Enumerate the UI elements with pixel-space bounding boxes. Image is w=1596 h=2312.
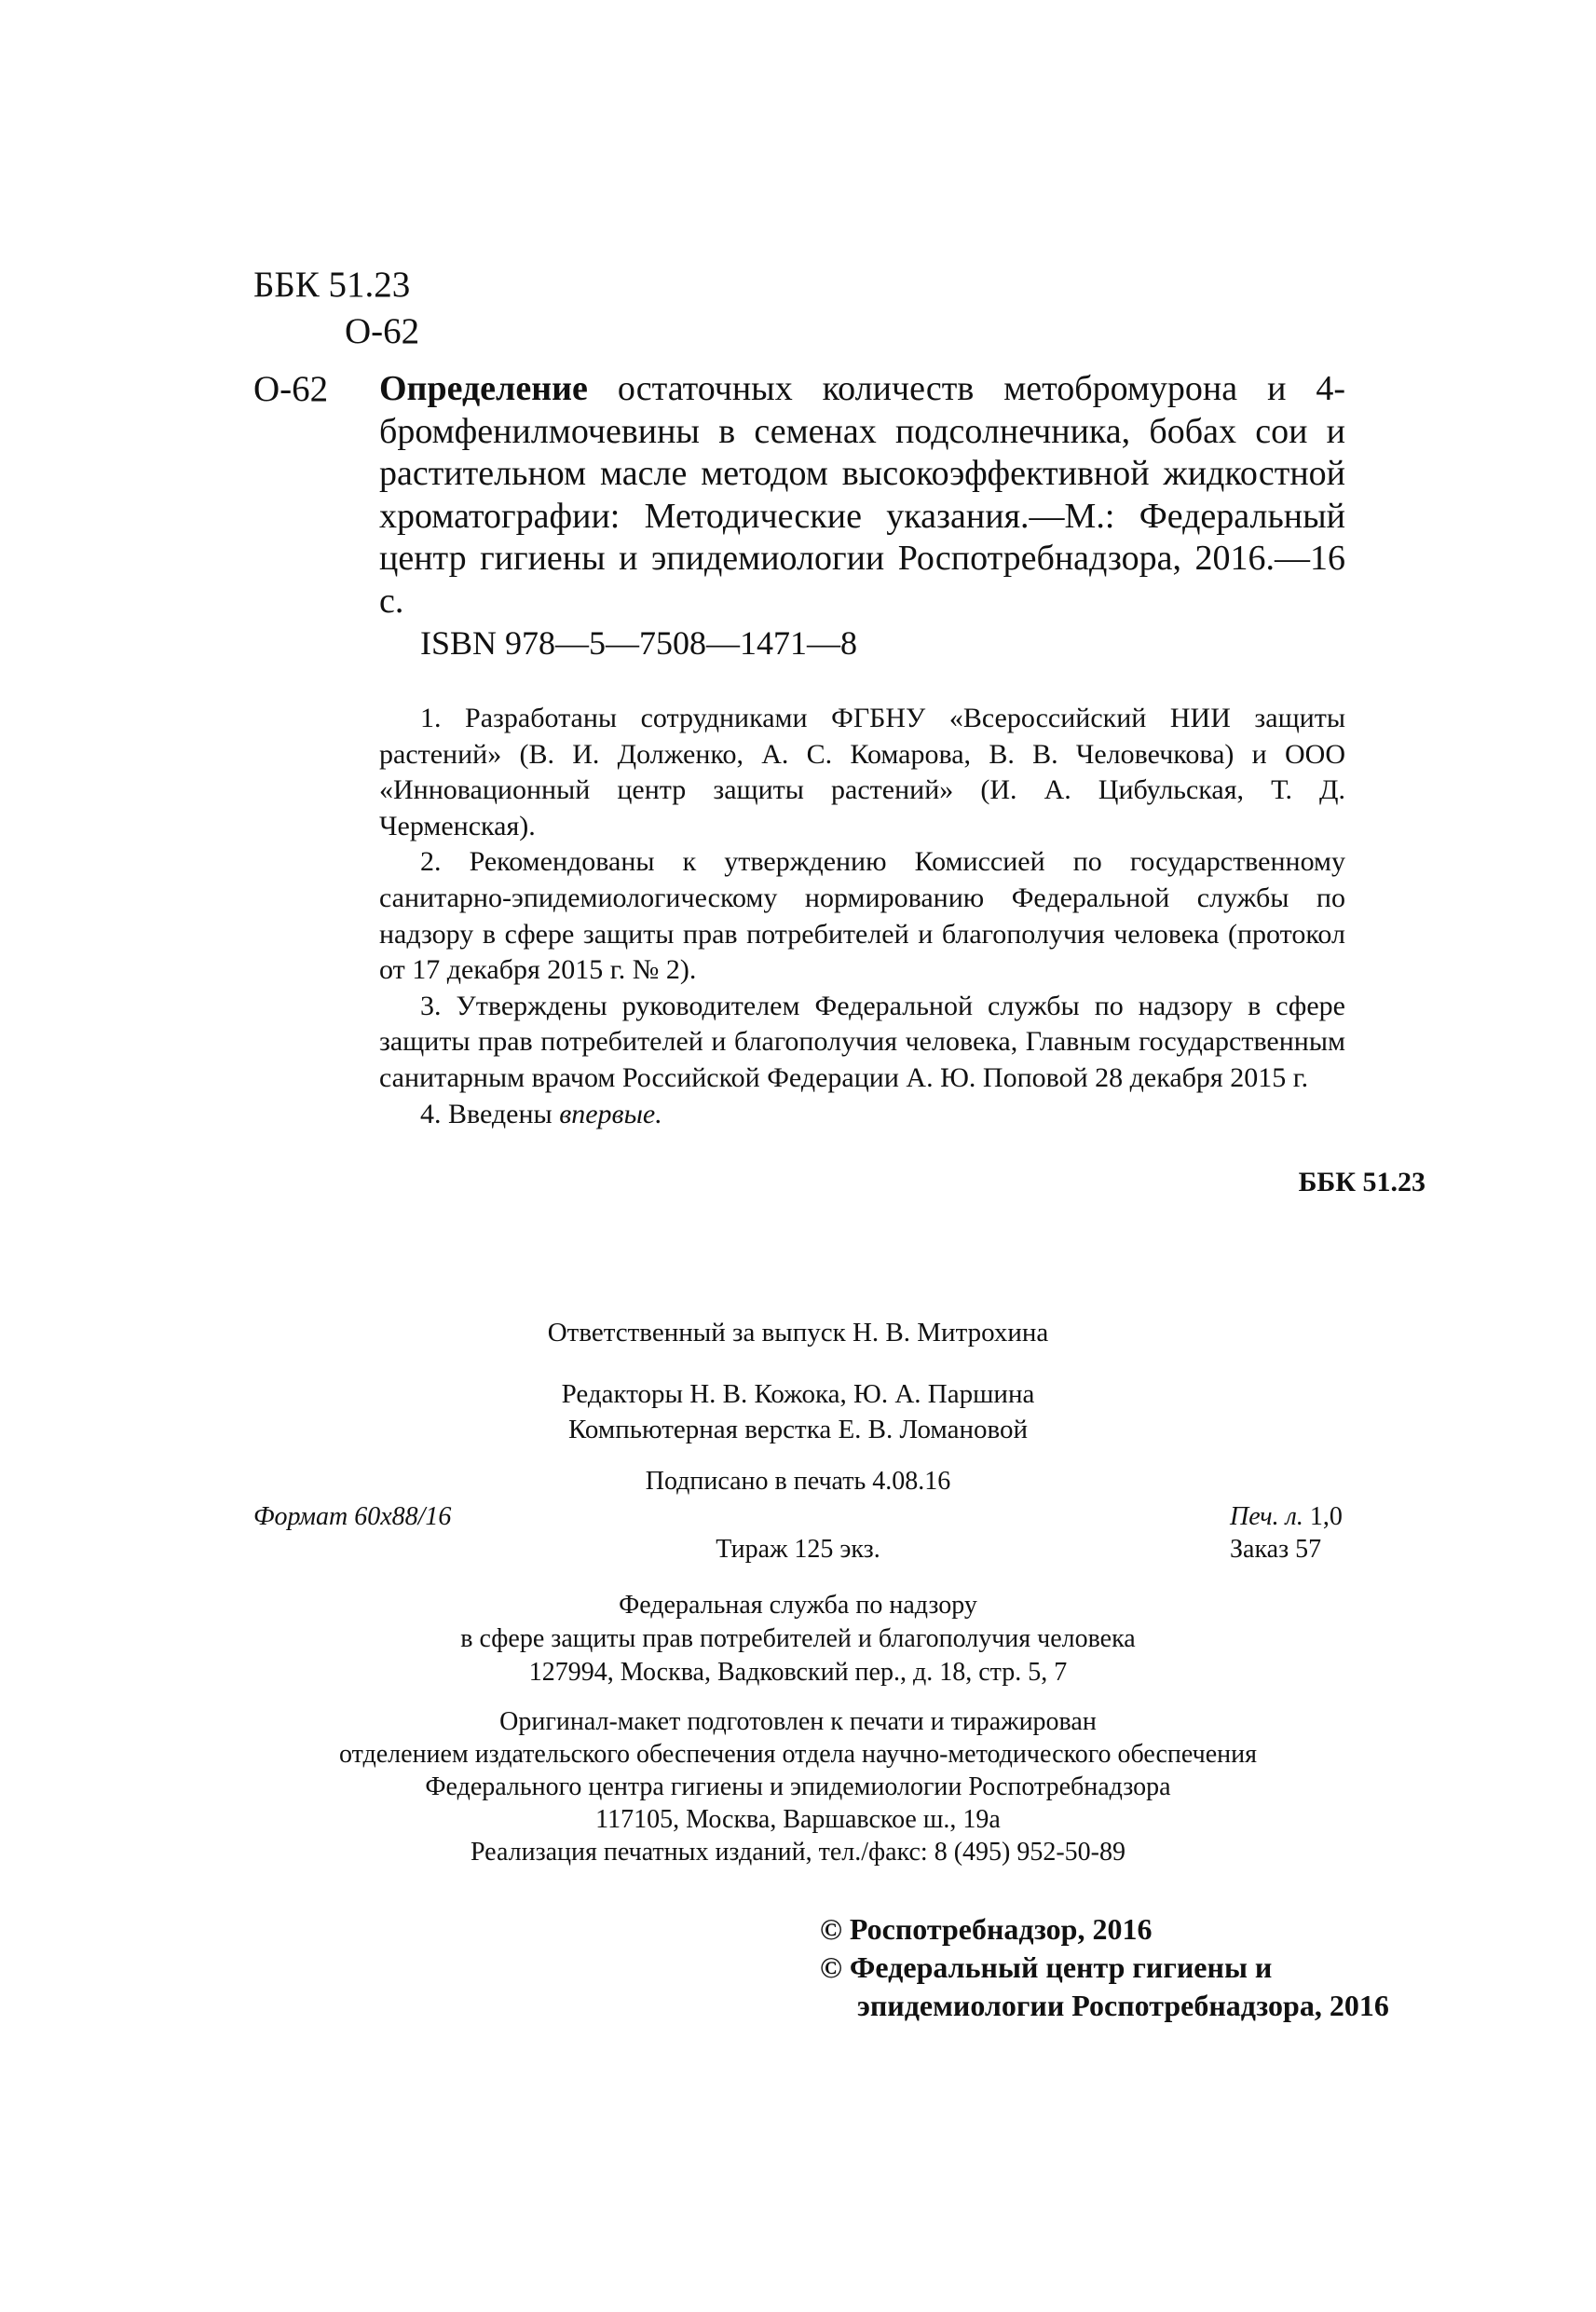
- isbn: ISBN 978—5—7508—1471—8: [420, 624, 858, 662]
- notes-list: [379, 701, 1345, 1132]
- sheets-value: 1,0: [1309, 1502, 1343, 1531]
- bbk-code-right: ББК 51.23: [1298, 1167, 1425, 1197]
- publisher-line-1: Федеральная служба по надзору: [619, 1591, 977, 1620]
- printed-sheets: [1230, 1500, 1343, 1534]
- publisher-block: [0, 1589, 1596, 1690]
- format: Формат 60x88/16: [253, 1502, 452, 1531]
- copyright-line-3: эпидемиологии Роспотребнадзора, 2016: [857, 1989, 1389, 2022]
- copyright-block: [820, 1910, 1389, 2025]
- publisher-line-2: в сфере защиты прав потребителей и благополучия человека: [460, 1624, 1136, 1653]
- note-item-1: 1. Разработаны сотрудниками ФГБНУ «Всероссийский НИИ защиты растений» (В. И. Долженко, А. С. Комарова, В. В. Человечкова) и ООО «Инновационный центр защиты растений» (И. А. Цибульская, Т. Д. Черменская).: [379, 703, 1345, 841]
- printer-block: [0, 1705, 1596, 1868]
- copyright-line-2: © Федеральный центр гигиены и: [820, 1950, 1273, 1984]
- responsible-editor: Ответственный за выпуск Н. В. Митрохина: [547, 1318, 1049, 1348]
- printer-line-4: 117105, Москва, Варшавское ш., 19а: [595, 1805, 1001, 1834]
- bbk-code: ББК 51.23: [253, 265, 411, 305]
- print-run: Тираж 125 экз.: [716, 1535, 880, 1564]
- bibliographic-title: [379, 368, 1345, 622]
- title-rest: остаточных количеств метобромурона и 4-бромфенилмочевины в семенах подсолнечника, бобах сои и растительном масле методом высокоэффективной жидкостной хроматографии: Методические указания.—М.: Федеральный центр гигиены и эпидемиологии Роспотребнадзора, 2016.—16 с.: [379, 369, 1346, 621]
- printer-line-1: Оригинал-макет подготовлен к печати и тиражирован: [499, 1707, 1097, 1736]
- publisher-line-3: 127994, Москва, Вадковский пер., д. 18, стр. 5, 7: [528, 1658, 1068, 1687]
- note-item-2: 2. Рекомендованы к утверждению Комиссией по государственному санитарно-эпидемиологическому нормированию Федеральной службы по надзору в сфере защиты прав потребителей и благополучия человека (протокол от 17 декабря 2015 г. № 2).: [379, 846, 1345, 986]
- printer-line-2: отделением издательского обеспечения отдела научно-методического обеспечения: [339, 1740, 1257, 1769]
- note-item-4-italic: впервые.: [559, 1098, 662, 1129]
- editors-line: Редакторы Н. В. Кожока, Ю. А. Паршина: [561, 1379, 1035, 1409]
- copyright-line-1: © Роспотребнадзор, 2016: [820, 1912, 1153, 1946]
- sheets-label: Печ. л.: [1230, 1502, 1303, 1531]
- author-mark-left: О-62: [253, 369, 329, 409]
- note-item-4: [379, 1097, 1345, 1133]
- editors-block: [0, 1376, 1596, 1447]
- order-number: Заказ 57: [1230, 1535, 1322, 1564]
- note-item-4-prefix: 4. Введены: [420, 1098, 552, 1129]
- note-item-3: 3. Утверждены руководителем Федеральной службы по надзору в сфере защиты прав потребителей и благополучия человека, Главным государственным санитарным врачом Российской Федерации А. Ю. Поповой 28 декабря 2015 г.: [379, 990, 1345, 1093]
- printer-line-3: Федерального центра гигиены и эпидемиологии Роспотребнадзора: [425, 1772, 1171, 1801]
- author-mark: О-62: [345, 311, 420, 351]
- printer-line-5: Реализация печатных изданий, тел./факс: 8 (495) 952-50-89: [470, 1838, 1126, 1867]
- layout-line: Компьютерная верстка Е. В. Ломановой: [568, 1415, 1028, 1444]
- signed-to-print: Подписано в печать 4.08.16: [645, 1467, 951, 1496]
- title-bold-word: Определение: [379, 369, 588, 408]
